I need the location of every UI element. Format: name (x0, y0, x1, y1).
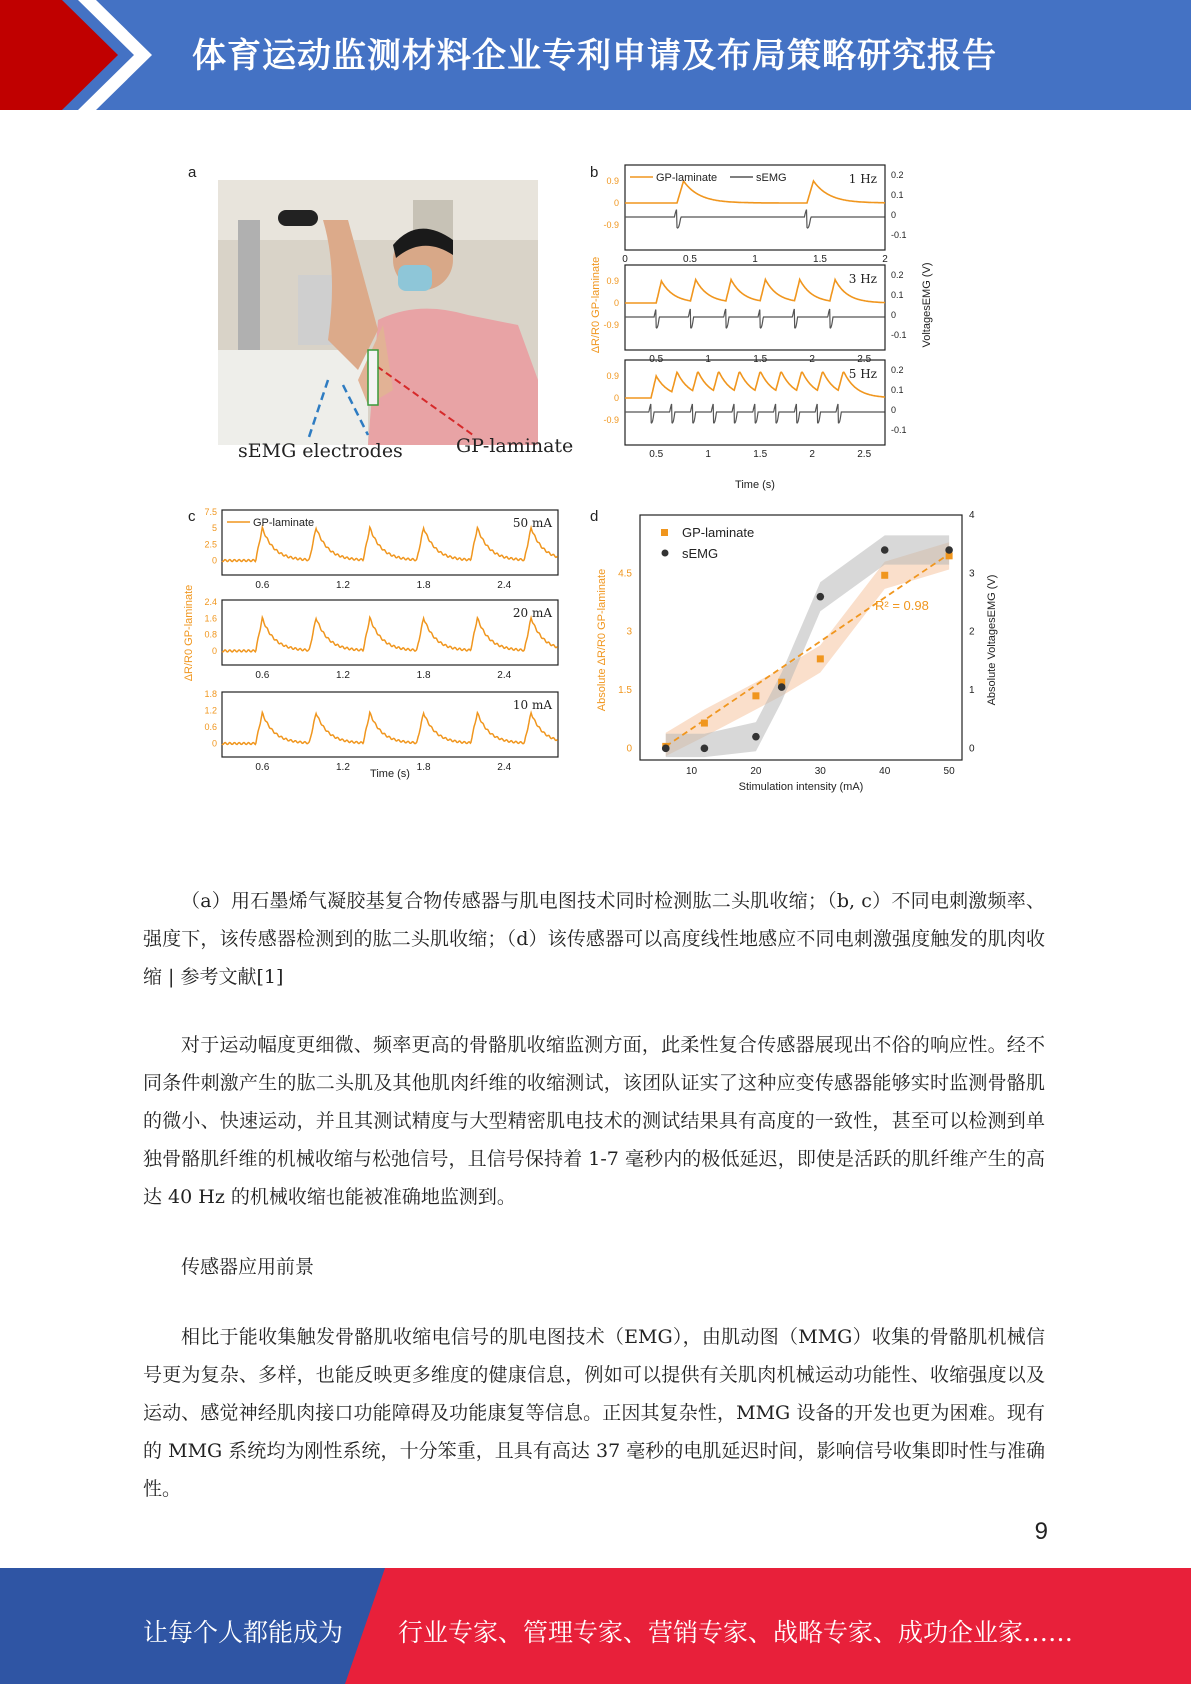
section-heading: 传感器应用前景 (181, 1256, 315, 1278)
footer-slogan-left: 让每个人都能成为 (143, 1618, 344, 1647)
y-tick-label-right: 1 (969, 685, 975, 696)
semg-data-point (662, 745, 670, 753)
x-tick-label: 2.4 (497, 670, 512, 681)
figure-caption: （a）用石墨烯气凝胶基复合物传感器与肌电图技术同时检测肱二头肌收缩；（b, c）不同电刺激频率、强度下，该传感器检测到的肱二头肌收缩；（d）该传感器可以高度线性地感应不同电刺激强度触发的肌肉收缩 | 参考文献[1] (143, 890, 1045, 988)
right-tick-label: 0.1 (891, 385, 904, 395)
y-tick-label: 2.5 (204, 539, 217, 550)
y-tick-label-right: 3 (969, 568, 975, 580)
panel-label-c: c (188, 508, 196, 525)
x-tick-label: 1.2 (336, 580, 350, 591)
panel-label-b: b (590, 164, 599, 181)
page-number: 9 (1034, 1518, 1048, 1545)
frequency-label: 1 Hz (848, 172, 877, 186)
x-tick-label: 1.5 (813, 254, 827, 265)
plot-frame-c3 (222, 692, 558, 757)
x-tick-label: 20 (750, 766, 762, 777)
x-tick-label: 1 (705, 354, 711, 365)
y-tick-label: 0.6 (204, 722, 217, 732)
x-tick-label: 1.8 (416, 670, 431, 681)
footer-slogan-right: 行业专家、管理专家、营销专家、战略专家、成功企业家…… (398, 1618, 1074, 1647)
right-tick-label: 0.1 (891, 190, 904, 200)
y-tick-label-right: 4 (969, 510, 975, 521)
right-tick-label: 0 (891, 405, 897, 415)
frequency-label: 3 Hz (848, 272, 877, 286)
x-tick-label: 1.8 (416, 762, 431, 773)
gp-laminate-line-c1 (222, 527, 558, 561)
left-tick-label: -0.9 (603, 320, 619, 330)
chart-panel-d (585, 505, 1015, 825)
left-tick-label: -0.9 (603, 415, 619, 425)
semg-data-point (817, 593, 825, 601)
x-tick-label: 0.5 (649, 354, 664, 365)
photo-label-gp: GP-laminate (456, 435, 574, 457)
intensity-label: 10 mA (512, 698, 552, 712)
plot-frame-c2 (222, 600, 558, 665)
x-tick-label: 40 (879, 766, 891, 777)
left-tick-label: 0.9 (606, 176, 619, 186)
x-tick-label: 2 (882, 254, 888, 265)
x-tick-label: 0.6 (255, 580, 270, 591)
y-tick-label-left: 1.5 (618, 685, 632, 696)
left-tick-label: 0 (613, 393, 619, 403)
gp-data-point (881, 572, 888, 579)
right-tick-label: 0.2 (891, 270, 904, 280)
x-tick-label: 1.2 (336, 670, 350, 681)
gp-data-point (817, 655, 824, 662)
intensity-label: 20 mA (512, 606, 552, 620)
y-tick-label: 0 (211, 738, 217, 749)
left-tick-label: 0.9 (606, 371, 619, 381)
body-paragraph-2: 相比于能收集触发骨骼肌收缩电信号的肌电图技术（EMG），由肌动图（MMG）收集的骨骼肌机械信号更为复杂、多样，也能反映更多维度的健康信息，例如可以提供有关肌肉机械运动功能性、收缩强度以及运动、感觉神经肌肉接口功能障碍及功能康复等信息。正因其复杂性，MMG 设备的开发也更为困难。现有的 MMG 系统均为刚性系统，十分笨重，且具有高达 37 毫秒的电肌延迟时间，影响信号收集即时性与准确性。 (143, 1326, 1045, 1500)
x-tick-label: 0.5 (649, 449, 664, 460)
y-axis-label-left: ΔR/R0 GP-laminate (590, 256, 602, 354)
x-tick-label: 0.6 (255, 670, 270, 681)
x-tick-label: 1.8 (416, 580, 431, 591)
semg-data-point (881, 546, 889, 554)
gp-laminate-line-b3 (625, 372, 885, 398)
x-tick-label: 2.5 (857, 354, 872, 365)
frequency-label: 5 Hz (848, 367, 877, 381)
y-tick-label-left: 3 (626, 626, 632, 638)
semg-data-point (778, 683, 786, 691)
y-tick-label: 0 (211, 555, 217, 566)
legend-label-gp: GP-laminate (656, 172, 718, 184)
y-tick-label: 1.6 (204, 613, 217, 624)
gp-laminate-line-b1 (625, 181, 885, 203)
x-tick-label: 2 (809, 354, 815, 365)
x-tick-label: 2 (809, 449, 815, 460)
left-tick-label: 0 (613, 198, 619, 208)
x-tick-label: 0 (622, 254, 628, 265)
x-tick-label: 30 (814, 766, 826, 777)
right-tick-label: 0 (891, 210, 897, 220)
legend-label-gp: GP-laminate (682, 525, 755, 540)
figure (180, 155, 1020, 835)
subject-photo (218, 180, 538, 445)
semg-line-b1 (625, 210, 885, 228)
header-title: 体育运动监测材料企业专利申请及布局策略研究报告 (192, 36, 997, 76)
chart-panel-b (585, 155, 1005, 495)
right-tick-label: -0.1 (891, 230, 907, 240)
intensity-label: 50 mA (512, 516, 552, 530)
x-tick-label: 1.2 (336, 762, 350, 773)
y-tick-label: 1.2 (204, 705, 217, 716)
right-tick-label: 0.1 (891, 290, 904, 300)
legend-label-semg: sEMG (682, 546, 719, 561)
x-tick-label: 10 (685, 766, 698, 777)
gp-laminate-line-c3 (222, 712, 558, 744)
y-tick-label: 5 (211, 523, 217, 534)
semg-data-point (701, 745, 709, 753)
semg-line-b3 (625, 404, 885, 423)
y-tick-label: 1.8 (204, 689, 217, 699)
plot-frame-b3 (625, 360, 885, 445)
legend-label-semg: sEMG (756, 172, 787, 184)
y-tick-label: 0.8 (204, 629, 217, 640)
x-tick-label: 1 (752, 254, 758, 265)
right-tick-label: 0 (891, 310, 897, 320)
gp-data-point (752, 692, 759, 699)
x-tick-label: 2.4 (497, 762, 512, 773)
y-tick-label: 2.4 (204, 597, 217, 607)
x-tick-label: 0.6 (255, 762, 270, 773)
plot-frame-b2 (625, 265, 885, 350)
y-tick-label-right: 2 (969, 626, 975, 638)
x-tick-label: 1 (705, 449, 711, 460)
linear-fit-line (666, 554, 949, 747)
x-axis-label: Stimulation intensity (mA) (738, 781, 864, 793)
x-tick-label: 2.5 (857, 449, 872, 460)
y-tick-label-right: 0 (969, 743, 975, 755)
legend-swatch-semg (662, 550, 669, 557)
right-tick-label: 0.2 (891, 170, 904, 180)
x-tick-label: 50 (943, 766, 955, 777)
x-tick-label: 1.5 (753, 354, 768, 365)
semg-data-point (752, 733, 760, 741)
x-axis-label: Time (s) (370, 768, 410, 780)
r-squared-annotation: R² = 0.98 (875, 598, 929, 613)
chart-panel-c (180, 505, 560, 825)
right-tick-label: -0.1 (891, 425, 907, 435)
y-tick-label: 7.5 (204, 507, 217, 517)
legend-label-gp: GP-laminate (253, 517, 315, 529)
x-tick-label: 1.5 (753, 449, 768, 460)
legend-swatch-gp (661, 529, 668, 536)
left-tick-label: -0.9 (603, 220, 619, 230)
y-axis-label-left: Absolute ΔR/R0 GP-laminate (596, 568, 608, 712)
y-tick-label-left: 0 (626, 743, 632, 755)
x-axis-label: Time (s) (735, 479, 775, 491)
y-axis-label: ΔR/R0 GP-laminate (183, 584, 195, 682)
header-arrow-decoration (0, 0, 200, 110)
y-tick-label-left: 4.5 (618, 568, 632, 580)
gp-data-point (701, 720, 708, 727)
y-axis-label-right: VoltagesEMG (V) (921, 262, 933, 348)
semg-line-b2 (625, 309, 885, 328)
right-tick-label: 0.2 (891, 365, 904, 375)
left-tick-label: 0.9 (606, 276, 619, 286)
panel-label-a: a (188, 164, 197, 181)
gp-laminate-line-b2 (625, 280, 885, 304)
left-tick-label: 0 (613, 298, 619, 308)
y-axis-label-right: Absolute VoltagesEMG (V) (986, 574, 998, 706)
photo-label-semg: sEMG electrodes (238, 440, 403, 462)
x-tick-label: 2.4 (497, 580, 512, 591)
x-tick-label: 0.5 (683, 254, 697, 265)
y-tick-label: 0 (211, 645, 217, 656)
panel-label-d: d (590, 508, 599, 525)
right-tick-label: -0.1 (891, 330, 907, 340)
gp-laminate-line-c2 (222, 617, 558, 652)
page-header (0, 0, 1191, 110)
body-paragraph-1: 对于运动幅度更细微、频率更高的骨骼肌收缩监测方面，此柔性复合传感器展现出不俗的响应性。经不同条件刺激产生的肱二头肌及其他肌肉纤维的收缩测试，该团队证实了这种应变传感器能够实时监测骨骼肌的微小、快速运动，并且其测试精度与大型精密肌电技术的测试结果具有高度的一致性，甚至可以检测到单独骨骼肌纤维的机械收缩与松弛信号，且信号保持着 1-7 毫秒内的极低延迟，即使是活跃的肌纤维产生的高达 40 Hz 的机械收缩也能被准确地监测到。 (143, 1034, 1045, 1208)
semg-data-point (945, 546, 953, 554)
